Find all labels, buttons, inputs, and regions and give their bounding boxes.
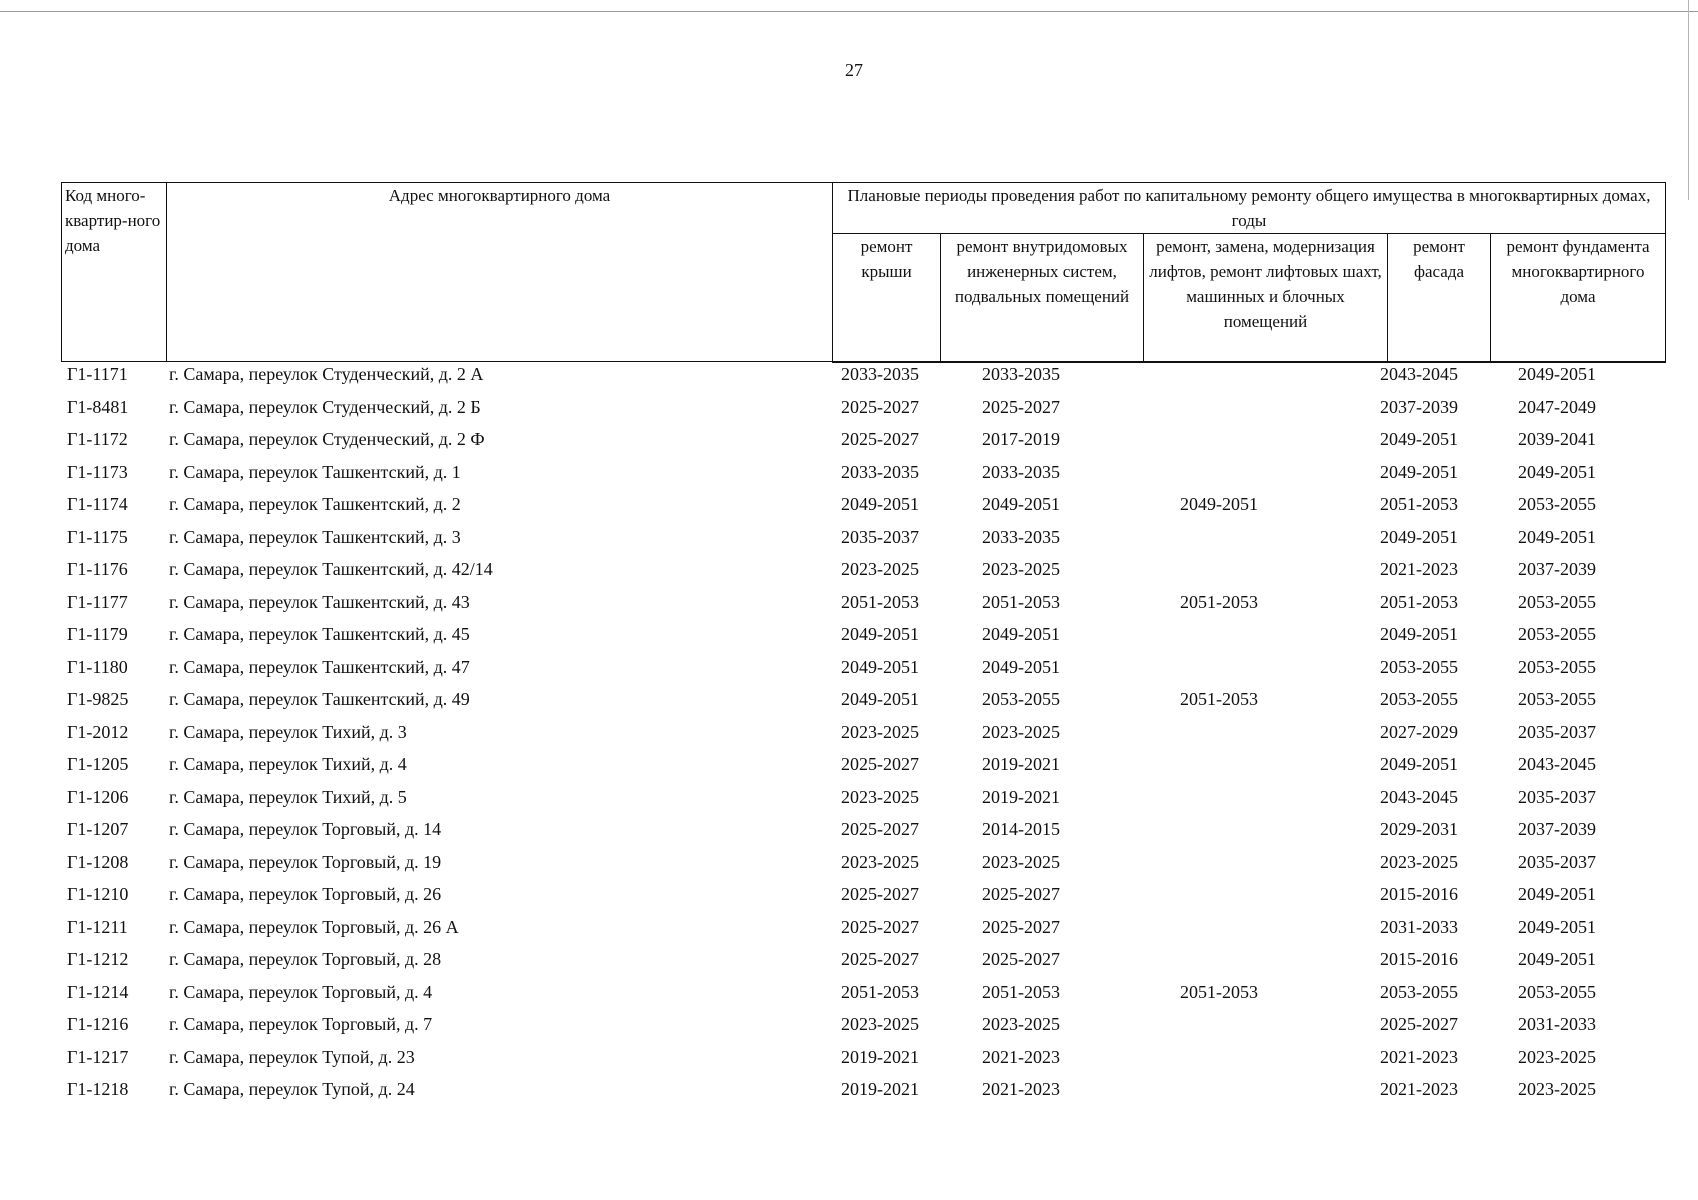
cell-address: г. Самара, переулок Тихий, д. 4: [169, 754, 407, 774]
cell-address: г. Самара, переулок Студенческий, д. 2 Ф: [169, 429, 485, 449]
header-facade: ремонт фасада: [1388, 234, 1491, 362]
cell-facade: 2023-2025: [1380, 851, 1458, 872]
cell-address: г. Самара, переулок Ташкентский, д. 2: [169, 494, 461, 514]
cell-foundation: 2049-2051: [1518, 916, 1596, 937]
cell-code: Г1-1218: [67, 1079, 129, 1099]
cell-facade: 2049-2051: [1380, 754, 1458, 774]
cell-lifts: 2051-2053: [1180, 591, 1258, 612]
cell-roof: 2049-2051: [841, 689, 919, 709]
cell-foundation: 2053-2055: [1518, 656, 1596, 677]
cell-engineering: 2051-2053: [982, 981, 1060, 1002]
header-address: Адрес многоквартирного дома: [167, 183, 833, 362]
cell-facade: 2031-2033: [1380, 916, 1458, 937]
cell-engineering: 2023-2025: [982, 559, 1060, 579]
cell-facade: 2053-2055: [1380, 689, 1458, 709]
cell-code: Г1-1174: [67, 494, 128, 514]
cell-address: г. Самара, переулок Торговый, д. 28: [169, 949, 442, 969]
cell-lifts: 2051-2053: [1180, 689, 1258, 709]
cell-roof: 2023-2025: [841, 851, 919, 872]
header-code: Код много-квартир-ного дома: [62, 183, 167, 362]
cell-roof: 2033-2035: [841, 364, 919, 384]
cell-facade: 2049-2051: [1380, 624, 1458, 644]
cell-roof: 2023-2025: [841, 721, 919, 742]
cell-roof: 2025-2027: [841, 949, 919, 969]
cell-engineering: 2023-2025: [982, 851, 1060, 872]
cell-roof: 2025-2027: [841, 429, 919, 449]
cell-address: г. Самара, переулок Ташкентский, д. 43: [169, 591, 470, 612]
scan-edge-line-right: [1688, 0, 1689, 200]
cell-engineering: 2025-2027: [982, 916, 1060, 937]
cell-code: Г1-1210: [67, 884, 129, 904]
cell-roof: 2049-2051: [841, 494, 919, 514]
cell-foundation: 2043-2045: [1518, 754, 1596, 774]
cell-facade: 2049-2051: [1380, 526, 1458, 547]
cell-address: г. Самара, переулок Тихий, д. 5: [169, 786, 407, 807]
cell-facade: 2043-2045: [1380, 364, 1458, 384]
cell-address: г. Самара, переулок Студенческий, д. 2 Б: [169, 396, 481, 417]
cell-address: г. Самара, переулок Торговый, д. 26 А: [169, 916, 459, 937]
cell-code: Г1-1211: [67, 916, 128, 937]
cell-code: Г1-1216: [67, 1014, 129, 1034]
cell-engineering: 2033-2035: [982, 526, 1060, 547]
cell-engineering: 2019-2021: [982, 754, 1060, 774]
cell-foundation: 2049-2051: [1518, 884, 1596, 904]
cell-foundation: 2053-2055: [1518, 494, 1596, 514]
table-header: [61, 182, 1666, 363]
cell-foundation: 2023-2025: [1518, 1046, 1596, 1067]
cell-code: Г1-1208: [67, 851, 129, 872]
cell-foundation: 2049-2051: [1518, 526, 1596, 547]
cell-engineering: 2019-2021: [982, 786, 1060, 807]
cell-foundation: 2035-2037: [1518, 851, 1596, 872]
cell-address: г. Самара, переулок Торговый, д. 7: [169, 1014, 433, 1034]
cell-address: г. Самара, переулок Тупой, д. 24: [169, 1079, 415, 1099]
cell-code: Г1-1171: [67, 364, 128, 384]
cell-engineering: 2023-2025: [982, 721, 1060, 742]
cell-address: г. Самара, переулок Ташкентский, д. 45: [169, 624, 470, 644]
cell-facade: 2027-2029: [1380, 721, 1458, 742]
cell-foundation: 2053-2055: [1518, 591, 1596, 612]
cell-roof: 2019-2021: [841, 1046, 919, 1067]
header-periods: Плановые периоды проведения работ по капитальному ремонту общего имущества в многоквартирных домах, годы: [833, 183, 1666, 234]
cell-code: Г1-1172: [67, 429, 128, 449]
cell-facade: 2043-2045: [1380, 786, 1458, 807]
cell-roof: 2049-2051: [841, 624, 919, 644]
cell-code: Г1-9825: [67, 689, 129, 709]
cell-code: Г1-1175: [67, 526, 128, 547]
cell-engineering: 2033-2035: [982, 461, 1060, 482]
cell-engineering: 2021-2023: [982, 1046, 1060, 1067]
header-engineering: ремонт внутридомовых инженерных систем, подвальных помещений: [941, 234, 1144, 362]
cell-facade: 2053-2055: [1380, 981, 1458, 1002]
cell-facade: 2049-2051: [1380, 429, 1458, 449]
cell-roof: 2051-2053: [841, 981, 919, 1002]
cell-roof: 2023-2025: [841, 1014, 919, 1034]
cell-engineering: 2033-2035: [982, 364, 1060, 384]
cell-engineering: 2025-2027: [982, 949, 1060, 969]
cell-facade: 2051-2053: [1380, 494, 1458, 514]
cell-foundation: 2037-2039: [1518, 819, 1596, 839]
cell-roof: 2033-2035: [841, 461, 919, 482]
page-number: 27: [845, 60, 863, 80]
cell-lifts: 2049-2051: [1180, 494, 1258, 514]
cell-roof: 2019-2021: [841, 1079, 919, 1099]
cell-roof: 2025-2027: [841, 916, 919, 937]
cell-roof: 2023-2025: [841, 559, 919, 579]
cell-code: Г1-1173: [67, 461, 128, 482]
cell-facade: 2037-2039: [1380, 396, 1458, 417]
cell-foundation: 2035-2037: [1518, 721, 1596, 742]
cell-foundation: 2035-2037: [1518, 786, 1596, 807]
cell-foundation: 2031-2033: [1518, 1014, 1596, 1034]
cell-foundation: 2049-2051: [1518, 949, 1596, 969]
cell-foundation: 2037-2039: [1518, 559, 1596, 579]
cell-facade: 2015-2016: [1380, 949, 1458, 969]
cell-address: г. Самара, переулок Ташкентский, д. 42/14: [169, 559, 493, 579]
cell-code: Г1-2012: [67, 721, 129, 742]
cell-address: г. Самара, переулок Тупой, д. 23: [169, 1046, 415, 1067]
cell-address: г. Самара, переулок Ташкентский, д. 47: [169, 656, 470, 677]
cell-address: г. Самара, переулок Торговый, д. 14: [169, 819, 442, 839]
cell-code: Г1-8481: [67, 396, 129, 417]
cell-facade: 2025-2027: [1380, 1014, 1458, 1034]
cell-code: Г1-1180: [67, 656, 128, 677]
header-roof: ремонт крыши: [833, 234, 941, 362]
cell-address: г. Самара, переулок Ташкентский, д. 1: [169, 461, 461, 482]
cell-foundation: 2053-2055: [1518, 624, 1596, 644]
cell-engineering: 2051-2053: [982, 591, 1060, 612]
cell-foundation: 2049-2051: [1518, 364, 1596, 384]
cell-roof: 2025-2027: [841, 884, 919, 904]
cell-engineering: 2023-2025: [982, 1014, 1060, 1034]
cell-roof: 2025-2027: [841, 396, 919, 417]
cell-facade: 2021-2023: [1380, 1079, 1458, 1099]
scan-edge-line: [0, 11, 1698, 12]
cell-engineering: 2025-2027: [982, 884, 1060, 904]
cell-address: г. Самара, переулок Ташкентский, д. 3: [169, 526, 461, 547]
cell-address: г. Самара, переулок Торговый, д. 4: [169, 981, 433, 1002]
cell-lifts: 2051-2053: [1180, 981, 1258, 1002]
cell-engineering: 2049-2051: [982, 494, 1060, 514]
cell-code: Г1-1217: [67, 1046, 129, 1067]
cell-address: г. Самара, переулок Торговый, д. 19: [169, 851, 442, 872]
header-lifts: ремонт, замена, модернизация лифтов, ремонт лифтовых шахт, машинных и блочных помещений: [1144, 234, 1388, 362]
cell-engineering: 2021-2023: [982, 1079, 1060, 1099]
cell-engineering: 2025-2027: [982, 396, 1060, 417]
cell-roof: 2025-2027: [841, 819, 919, 839]
header-foundation: ремонт фундамента многоквартирного дома: [1491, 234, 1666, 362]
cell-address: г. Самара, переулок Тихий, д. 3: [169, 721, 407, 742]
cell-facade: 2029-2031: [1380, 819, 1458, 839]
cell-code: Г1-1179: [67, 624, 128, 644]
cell-roof: 2035-2037: [841, 526, 919, 547]
cell-code: Г1-1212: [67, 949, 129, 969]
cell-code: Г1-1206: [67, 786, 129, 807]
cell-foundation: 2023-2025: [1518, 1079, 1596, 1099]
cell-facade: 2015-2016: [1380, 884, 1458, 904]
cell-facade: 2049-2051: [1380, 461, 1458, 482]
cell-code: Г1-1177: [67, 591, 128, 612]
cell-code: Г1-1214: [67, 981, 129, 1002]
cell-address: г. Самара, переулок Ташкентский, д. 49: [169, 689, 470, 709]
cell-foundation: 2039-2041: [1518, 429, 1596, 449]
cell-roof: 2051-2053: [841, 591, 919, 612]
cell-engineering: 2014-2015: [982, 819, 1060, 839]
cell-roof: 2025-2027: [841, 754, 919, 774]
cell-roof: 2049-2051: [841, 656, 919, 677]
cell-facade: 2021-2023: [1380, 1046, 1458, 1067]
cell-facade: 2053-2055: [1380, 656, 1458, 677]
cell-code: Г1-1176: [67, 559, 128, 579]
cell-code: Г1-1205: [67, 754, 129, 774]
cell-engineering: 2053-2055: [982, 689, 1060, 709]
cell-facade: 2051-2053: [1380, 591, 1458, 612]
cell-facade: 2021-2023: [1380, 559, 1458, 579]
cell-roof: 2023-2025: [841, 786, 919, 807]
cell-foundation: 2053-2055: [1518, 689, 1596, 709]
cell-engineering: 2049-2051: [982, 656, 1060, 677]
cell-foundation: 2047-2049: [1518, 396, 1596, 417]
cell-address: г. Самара, переулок Студенческий, д. 2 А: [169, 364, 484, 384]
cell-foundation: 2053-2055: [1518, 981, 1596, 1002]
cell-code: Г1-1207: [67, 819, 129, 839]
cell-engineering: 2049-2051: [982, 624, 1060, 644]
cell-address: г. Самара, переулок Торговый, д. 26: [169, 884, 442, 904]
cell-foundation: 2049-2051: [1518, 461, 1596, 482]
cell-engineering: 2017-2019: [982, 429, 1060, 449]
